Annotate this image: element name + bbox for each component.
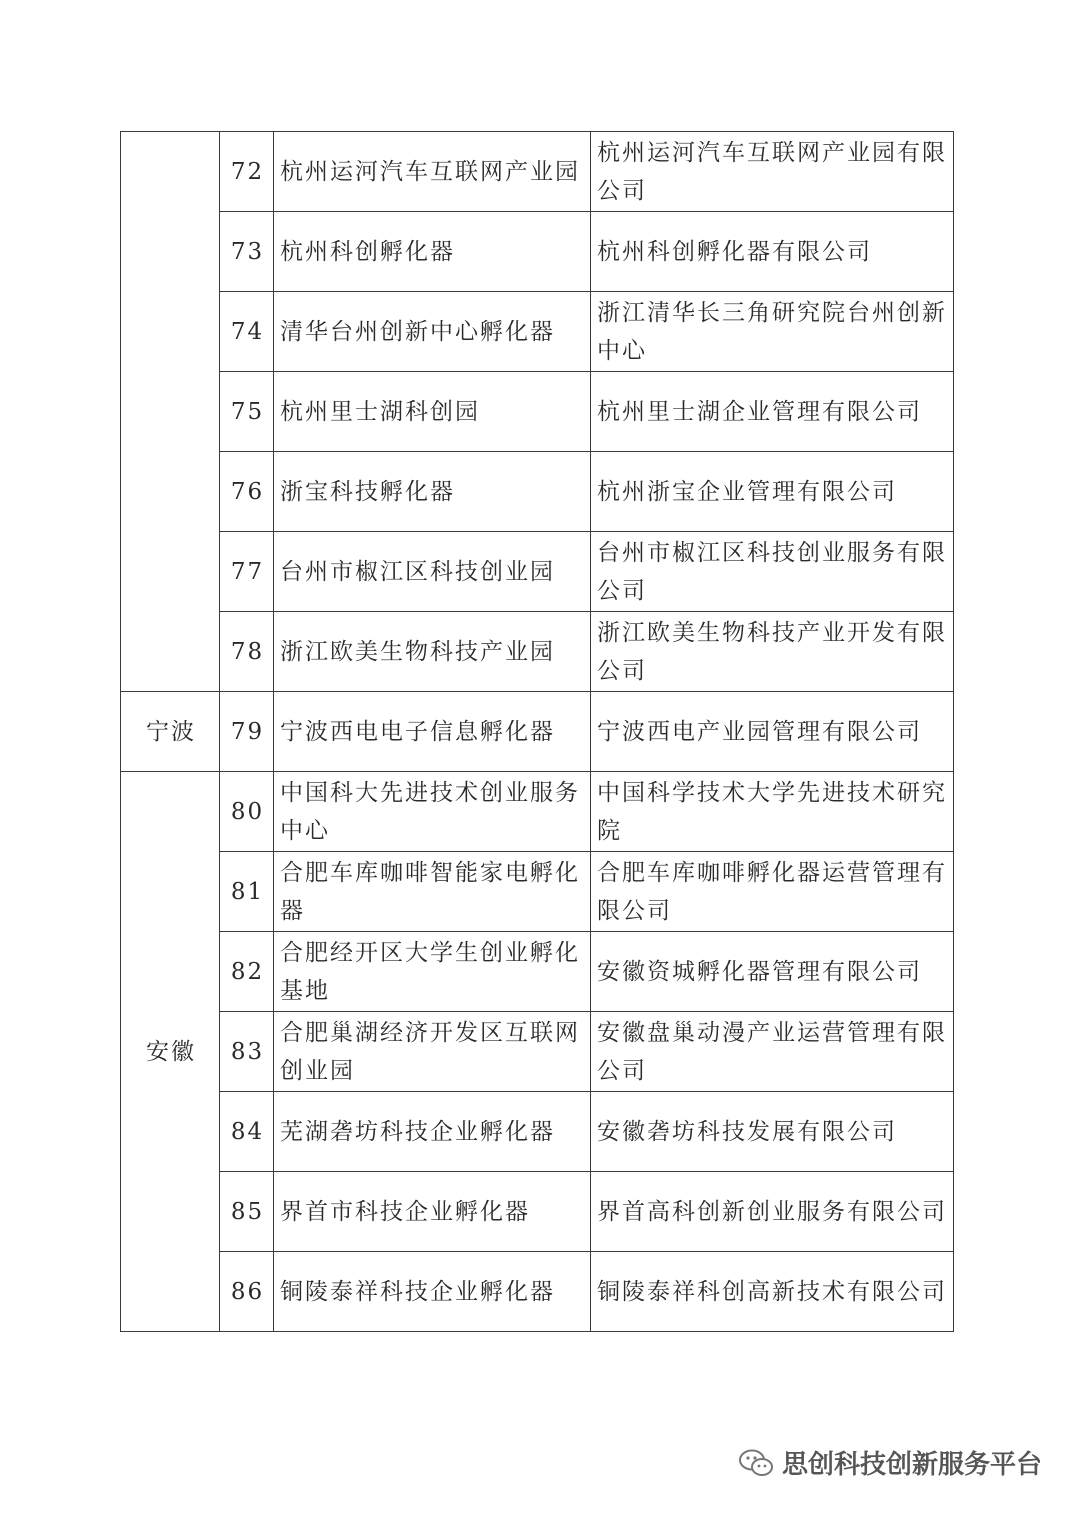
incubator-name: 杭州运河汽车互联网产业园 xyxy=(274,132,591,212)
incubator-name: 芜湖砻坊科技企业孵化器 xyxy=(274,1092,591,1172)
table-row xyxy=(121,532,954,612)
operating-company: 合肥车库咖啡孵化器运营管理有限公司 xyxy=(591,852,954,932)
table-row xyxy=(121,612,954,692)
table-row xyxy=(121,772,954,852)
incubator-name: 合肥车库咖啡智能家电孵化器 xyxy=(274,852,591,932)
operating-company: 杭州浙宝企业管理有限公司 xyxy=(591,452,954,532)
row-number: 86 xyxy=(220,1252,274,1332)
row-number: 85 xyxy=(220,1172,274,1252)
table-row xyxy=(121,1252,954,1332)
operating-company: 铜陵泰祥科创高新技术有限公司 xyxy=(591,1252,954,1332)
table-row xyxy=(121,852,954,932)
row-number: 73 xyxy=(220,212,274,292)
row-number: 72 xyxy=(220,132,274,212)
row-number: 77 xyxy=(220,532,274,612)
operating-company: 浙江清华长三角研究院台州创新中心 xyxy=(591,292,954,372)
incubator-name: 铜陵泰祥科技企业孵化器 xyxy=(274,1252,591,1332)
incubator-name: 浙宝科技孵化器 xyxy=(274,452,591,532)
region-cell-ningbo: 宁波 xyxy=(121,692,220,772)
table-row xyxy=(121,1012,954,1092)
incubator-name: 合肥巢湖经济开发区互联网创业园 xyxy=(274,1012,591,1092)
operating-company: 浙江欧美生物科技产业开发有限公司 xyxy=(591,612,954,692)
table-row xyxy=(121,1172,954,1252)
table-row xyxy=(121,452,954,532)
incubator-name: 杭州科创孵化器 xyxy=(274,212,591,292)
incubator-name: 宁波西电电子信息孵化器 xyxy=(274,692,591,772)
wechat-icon xyxy=(738,1448,774,1478)
region-cell-anhui: 安徽 xyxy=(121,772,220,1332)
row-number: 83 xyxy=(220,1012,274,1092)
operating-company: 安徽砻坊科技发展有限公司 xyxy=(591,1092,954,1172)
operating-company: 宁波西电产业园管理有限公司 xyxy=(591,692,954,772)
watermark xyxy=(738,1444,1042,1481)
incubator-name: 浙江欧美生物科技产业园 xyxy=(274,612,591,692)
table-row xyxy=(121,932,954,1012)
table-row xyxy=(121,132,954,212)
operating-company: 台州市椒江区科技创业服务有限公司 xyxy=(591,532,954,612)
table-row xyxy=(121,1092,954,1172)
incubator-table xyxy=(120,131,954,1332)
operating-company: 杭州里士湖企业管理有限公司 xyxy=(591,372,954,452)
operating-company: 界首高科创新创业服务有限公司 xyxy=(591,1172,954,1252)
watermark-text: 思创科技创新服务平台 xyxy=(781,1450,1042,1480)
row-number: 79 xyxy=(220,692,274,772)
operating-company: 中国科学技术大学先进技术研究院 xyxy=(591,772,954,852)
incubator-name: 界首市科技企业孵化器 xyxy=(274,1172,591,1252)
row-number: 82 xyxy=(220,932,274,1012)
table-row xyxy=(121,292,954,372)
operating-company: 杭州科创孵化器有限公司 xyxy=(591,212,954,292)
incubator-name: 杭州里士湖科创园 xyxy=(274,372,591,452)
region-cell-zhejiang xyxy=(121,132,220,692)
incubator-name: 清华台州创新中心孵化器 xyxy=(274,292,591,372)
row-number: 81 xyxy=(220,852,274,932)
table-row xyxy=(121,692,954,772)
row-number: 74 xyxy=(220,292,274,372)
incubator-name: 中国科大先进技术创业服务中心 xyxy=(274,772,591,852)
operating-company: 安徽资城孵化器管理有限公司 xyxy=(591,932,954,1012)
table-row xyxy=(121,372,954,452)
row-number: 80 xyxy=(220,772,274,852)
incubator-name: 合肥经开区大学生创业孵化基地 xyxy=(274,932,591,1012)
row-number: 78 xyxy=(220,612,274,692)
incubator-name: 台州市椒江区科技创业园 xyxy=(274,532,591,612)
operating-company: 安徽盘巢动漫产业运营管理有限公司 xyxy=(591,1012,954,1092)
row-number: 75 xyxy=(220,372,274,452)
row-number: 76 xyxy=(220,452,274,532)
row-number: 84 xyxy=(220,1092,274,1172)
operating-company: 杭州运河汽车互联网产业园有限公司 xyxy=(591,132,954,212)
table-row xyxy=(121,212,954,292)
